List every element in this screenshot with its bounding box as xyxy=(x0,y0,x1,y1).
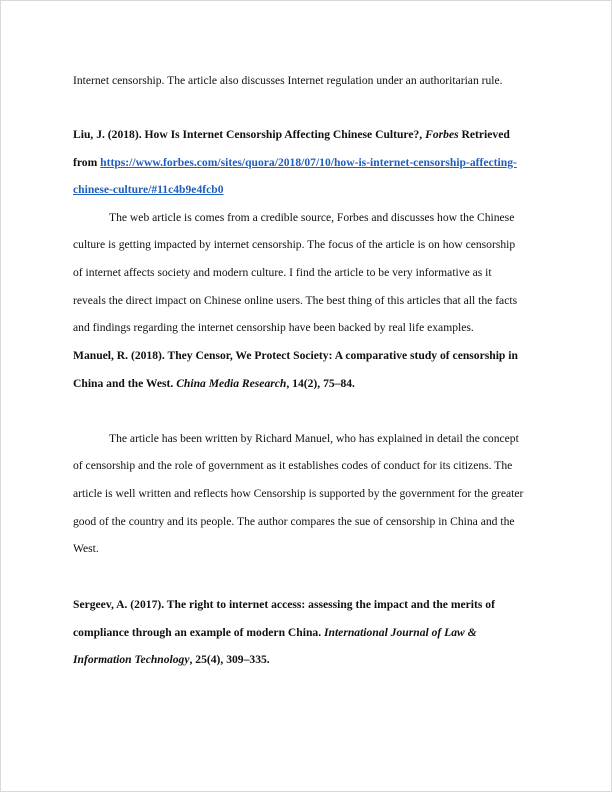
forbes-article-link-cont[interactable]: chinese-culture/#11c4b9e4fcb0 xyxy=(73,183,224,196)
journal-title: Forbes xyxy=(425,128,459,141)
journal-title: Information Technology xyxy=(73,653,190,666)
paragraph-line: reveals the direct impact on Chinese online users. The best thing of this articles that all the facts xyxy=(73,294,518,307)
reference-sergeev-line-1: Sergeev, A. (2017). The right to internet access: assessing the impact and the merits of xyxy=(73,598,495,611)
paragraph-line: West. xyxy=(73,542,99,555)
paragraph-line: culture is getting impacted by internet censorship. The focus of the article is on how censorship xyxy=(73,238,516,251)
paragraph-line: Internet censorship. The article also discusses Internet regulation under an authoritarian rule. xyxy=(73,74,503,87)
paragraph-line: article is well written and reflects how Censorship is supported by the government for the greater xyxy=(73,487,524,500)
journal-title: International Journal of Law & xyxy=(324,626,477,639)
reference-liu-line-1: Liu, J. (2018). How Is Internet Censorship Affecting Chinese Culture?, Forbes Retrieved xyxy=(73,128,510,141)
paragraph-line: and findings regarding the internet censorship have been backed by real life examples. xyxy=(73,321,474,334)
paragraph-line: The web article is comes from a credible source, Forbes and discusses how the Chinese xyxy=(109,211,515,224)
reference-liu-line-3 xyxy=(73,183,224,197)
paragraph-line: The article has been written by Richard Manuel, who has explained in detail the concept xyxy=(109,432,519,445)
forbes-article-link[interactable]: https://www.forbes.com/sites/quora/2018/07/10/how-is-internet-censorship-affecting- xyxy=(100,156,517,169)
paragraph-line: of censorship and the role of government as it establishes codes of conduct for its citizens. The xyxy=(73,459,513,472)
reference-sergeev-line-2: compliance through an example of modern China. International Journal of Law & xyxy=(73,626,477,639)
paragraph-line: good of the country and its people. The author compares the sue of censorship in China and the xyxy=(73,515,515,528)
reference-liu-line-2: from https://www.forbes.com/sites/quora/2018/07/10/how-is-internet-censorship-affecting- xyxy=(73,156,517,169)
journal-title: China Media Research xyxy=(176,377,287,390)
reference-manuel-line-2: China and the West. China Media Research, 14(2), 75–84. xyxy=(73,377,355,390)
reference-sergeev-line-3: Information Technology, 25(4), 309–335. xyxy=(73,653,270,666)
paragraph-line: of internet affects society and modern culture. I find the article to be very informative as it xyxy=(73,266,492,279)
reference-manuel-line-1: Manuel, R. (2018). They Censor, We Protect Society: A comparative study of censorship in xyxy=(73,349,518,362)
